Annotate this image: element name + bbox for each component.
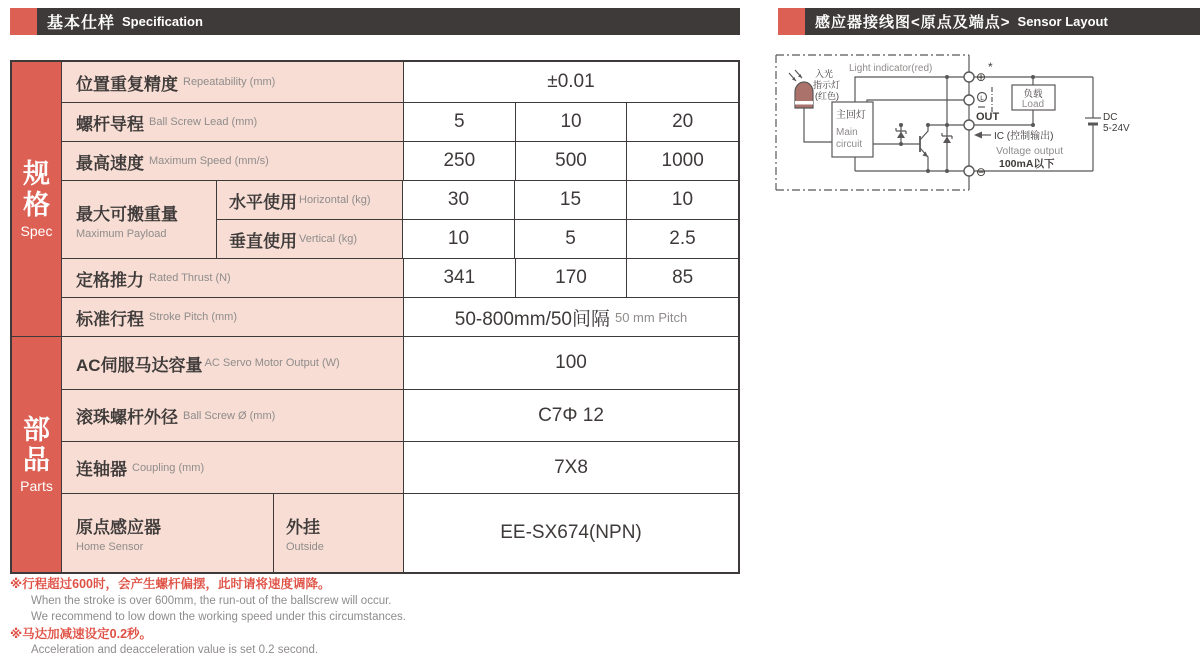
label-zh: 最大可搬重量: [76, 204, 178, 224]
label-en: Maximum Speed (mm/s): [149, 155, 269, 167]
footnote-zh-1: ※行程超过600时，会产生螺杆偏摆，此时请将速度调降。: [10, 577, 331, 591]
dc-label-1: DC: [1103, 112, 1118, 123]
label-en: Rated Thrust (N): [149, 272, 231, 284]
label-ball-screw-dia: [62, 390, 404, 441]
sensor-layout-header: [778, 8, 1200, 35]
label-rated-thrust: [62, 259, 404, 297]
specification-table: [10, 60, 740, 574]
footnote-en-2: We recommend to low down the working speed under this circumstances.: [31, 611, 406, 623]
label-en: Home Sensor: [76, 541, 144, 553]
zener2-triangle: [943, 137, 951, 144]
label-en: AC Servo Motor Output (W): [204, 357, 340, 369]
sensor-title-zh: 感应器接线图<原点及端点>: [815, 14, 1011, 31]
led-label-zh1: 入光: [815, 69, 834, 79]
spec-section-header: [10, 8, 740, 35]
sensor-wiring-diagram: [770, 40, 1200, 205]
spec-zh-char1: 规: [23, 159, 50, 190]
value-ball-screw-dia: C7Φ 12: [538, 404, 604, 426]
label-coupling: [62, 442, 404, 493]
ic-arrowhead: [974, 132, 982, 139]
sensor-header-bar: [805, 8, 1200, 35]
value-cell: 500: [515, 142, 627, 180]
label-en: Outside: [286, 541, 324, 553]
value-cell: 1000: [626, 142, 738, 180]
section-label-spec: [12, 62, 62, 336]
label-en: Stroke Pitch (mm): [149, 311, 238, 323]
label-zh: 定格推力: [76, 270, 144, 290]
label-zh: 垂直使用: [229, 231, 297, 251]
label-home-sensor: [62, 494, 274, 572]
parts-zh-char1: 部: [23, 414, 50, 445]
section-label-parts: [12, 337, 62, 572]
row-servo-output: [62, 337, 738, 389]
main-circuit-label-en1: Main: [836, 127, 858, 138]
value-cell: 5: [454, 111, 465, 132]
value-cell: 250: [443, 150, 476, 171]
spec-title-zh: 基本仕样: [47, 15, 116, 32]
label-zh: 原点感应器: [76, 518, 161, 537]
label-zh: 连轴器: [76, 460, 127, 479]
label-zh: 螺杆导程: [76, 114, 144, 134]
row-stroke: [62, 297, 738, 336]
row-payload-horizontal: [217, 181, 738, 219]
label-stroke: [62, 298, 404, 336]
plus-terminal-symbol: ⊕: [976, 70, 987, 84]
main-circuit-label-en2: circuit: [836, 139, 863, 150]
label-en: Ball Screw Ø (mm): [183, 409, 276, 422]
footnote-zh-2: ※马达加减速设定0.2秒。: [10, 626, 153, 641]
label-en: Maximum Payload: [76, 227, 167, 240]
led-wire: [804, 108, 832, 142]
row-home-sensor: [62, 493, 738, 572]
label-zh: 标准行程: [76, 309, 144, 329]
red-accent-square: [778, 8, 805, 35]
load-label-en: Load: [1021, 99, 1045, 110]
zener1-triangle: [897, 132, 905, 139]
voltage-output-label: Voltage output: [996, 145, 1064, 157]
label-max-speed: [62, 142, 404, 180]
main-circuit-label-zh: 主回灯: [836, 110, 866, 121]
light-indicator-label: Light indicator(red): [849, 63, 933, 74]
spec-title-en: Specification: [122, 14, 203, 29]
value-cell: 20: [626, 103, 738, 141]
label-en: Vertical (kg): [299, 233, 358, 245]
section-spec: [12, 62, 738, 336]
row-ball-screw-lead: [62, 102, 738, 141]
label-zh: AC伺服马达容量: [76, 355, 203, 375]
value-cell: 341: [443, 267, 476, 288]
led-label-zh2: 指示灯: [813, 80, 841, 90]
row-payload-vertical: [217, 219, 738, 258]
value-cell: 5: [514, 220, 626, 258]
value-coupling: 7X8: [554, 456, 588, 478]
value-cell: 170: [515, 259, 627, 297]
footnote-en-3: Acceleration and deacceleration value is set 0.2 second.: [31, 644, 319, 656]
label-en: Coupling (mm): [132, 461, 205, 474]
row-repeatability: [62, 62, 738, 102]
sensor-title-en: Sensor Layout: [1017, 14, 1108, 29]
label-outside: [274, 494, 404, 572]
parts-en: Parts: [20, 478, 53, 495]
l-terminal-wire: [867, 100, 964, 102]
load-label-zh: 负载: [1023, 89, 1043, 100]
led-band: [795, 101, 813, 105]
current-limit-label: 100mA以下: [999, 158, 1055, 170]
value-home-sensor: EE-SX674(NPN): [500, 522, 642, 543]
out-label: OUT: [976, 111, 1000, 123]
label-en: Horizontal (kg): [299, 194, 371, 206]
label-zh: 水平使用: [229, 192, 297, 212]
spec-en: Spec: [20, 222, 53, 239]
value-cell: 85: [626, 259, 738, 297]
minus-terminal-symbol: ⊖: [976, 165, 987, 179]
label-horizontal: [217, 181, 403, 219]
value-repeatability: ±0.01: [547, 71, 595, 92]
row-group-payload: [62, 180, 738, 258]
row-coupling: [62, 441, 738, 493]
label-en: Repeatability (mm): [183, 76, 276, 88]
label-zh: 位置重复精度: [76, 74, 178, 94]
value-cell: 30: [447, 189, 470, 210]
spec-zh-char2: 格: [23, 189, 50, 220]
value-cell: 2.5: [626, 220, 738, 258]
parts-zh-char2: 品: [23, 445, 50, 475]
footnotes: [10, 576, 406, 659]
spec-header-bar: [37, 8, 740, 35]
value-cell: 10: [515, 103, 627, 141]
label-repeatability: [62, 62, 404, 102]
dc-label-2: 5-24V: [1103, 123, 1130, 134]
section-parts: [12, 336, 738, 572]
stroke-value-sub: 50 mm Pitch: [614, 309, 688, 325]
row-ball-screw-dia: [62, 389, 738, 441]
label-en: Ball Screw Lead (mm): [149, 116, 258, 128]
value-stroke: [404, 298, 738, 336]
value-cell: 15: [514, 181, 626, 219]
ic-label: IC (控制输出): [994, 131, 1054, 142]
l-terminal-letter: L: [980, 95, 984, 102]
led-label-zh3: (红色): [815, 91, 839, 101]
label-vertical: [217, 220, 403, 258]
row-rated-thrust: [62, 258, 738, 297]
label-servo-output: [62, 337, 404, 389]
label-zh: 滚珠螺杆外径: [76, 408, 178, 427]
stroke-value-main: 50-800mm/50间隔: [454, 308, 610, 330]
asterisk: *: [988, 60, 993, 74]
value-cell: 10: [626, 181, 738, 219]
value-servo-output: 100: [555, 352, 587, 373]
label-max-payload: [62, 181, 217, 258]
label-ball-screw-lead: [62, 103, 404, 141]
label-zh: 外挂: [286, 518, 320, 537]
transistor-legs: [920, 125, 928, 171]
row-max-speed: [62, 141, 738, 180]
red-accent-square: [10, 8, 37, 35]
value-cell: 10: [447, 228, 470, 249]
footnote-en-1: When the stroke is over 600mm, the run-out of the ballscrew will occur.: [31, 594, 392, 607]
label-zh: 最高速度: [76, 153, 144, 173]
